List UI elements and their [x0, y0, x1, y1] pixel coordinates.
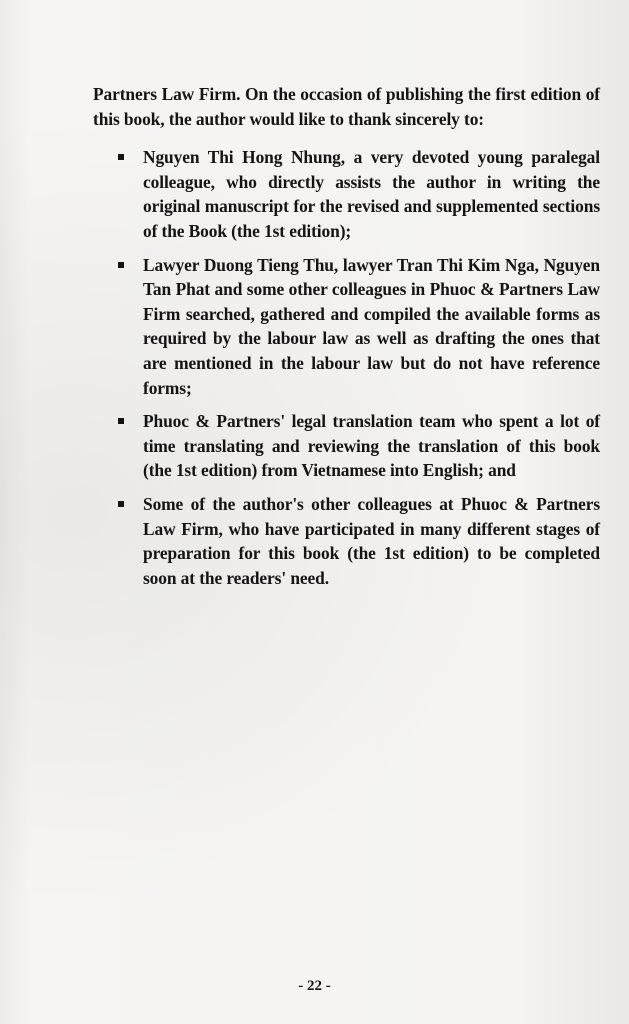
list-item-text: Some of the author's other colleagues at Phuoc & Partners Law Firm, who have participated in many different stages of preparation for this book (the 1st edition) to be completed soon at the readers' need. — [143, 493, 600, 588]
list-item-text: Phuoc & Partners' legal translation team who spent a lot of time translating and reviewing the translation of this book (the 1st edition) from Vietnamese into English; and — [143, 411, 600, 481]
page-content — [93, 82, 600, 599]
acknowledgement-list — [93, 145, 600, 590]
bullet-icon — [118, 154, 124, 160]
bullet-icon — [118, 501, 124, 507]
page-number: - 22 - — [298, 978, 331, 994]
bullet-icon — [118, 262, 124, 268]
list-item — [93, 409, 600, 483]
list-item — [93, 253, 600, 401]
bullet-icon — [118, 418, 124, 424]
list-item-text: Nguyen Thi Hong Nhung, a very devoted young paralegal colleague, who directly assists the author in writing the original manuscript for the revised and supplemented sections of the Book (the 1st edition); — [143, 147, 600, 241]
list-item — [93, 492, 600, 590]
list-item-text: Lawyer Duong Tieng Thu, lawyer Tran Thi Kim Nga, Nguyen Tan Phat and some other colleagues in Phuoc & Partners Law Firm searched, gathered and compiled the available forms as required by the labour law as well as drafting the ones that are mentioned in the labour law but do not have reference forms; — [143, 254, 600, 398]
intro-paragraph: Partners Law Firm. On the occasion of publishing the first edition of this book, the author would like to thank sincerely to: — [93, 84, 600, 129]
list-item — [93, 145, 600, 243]
